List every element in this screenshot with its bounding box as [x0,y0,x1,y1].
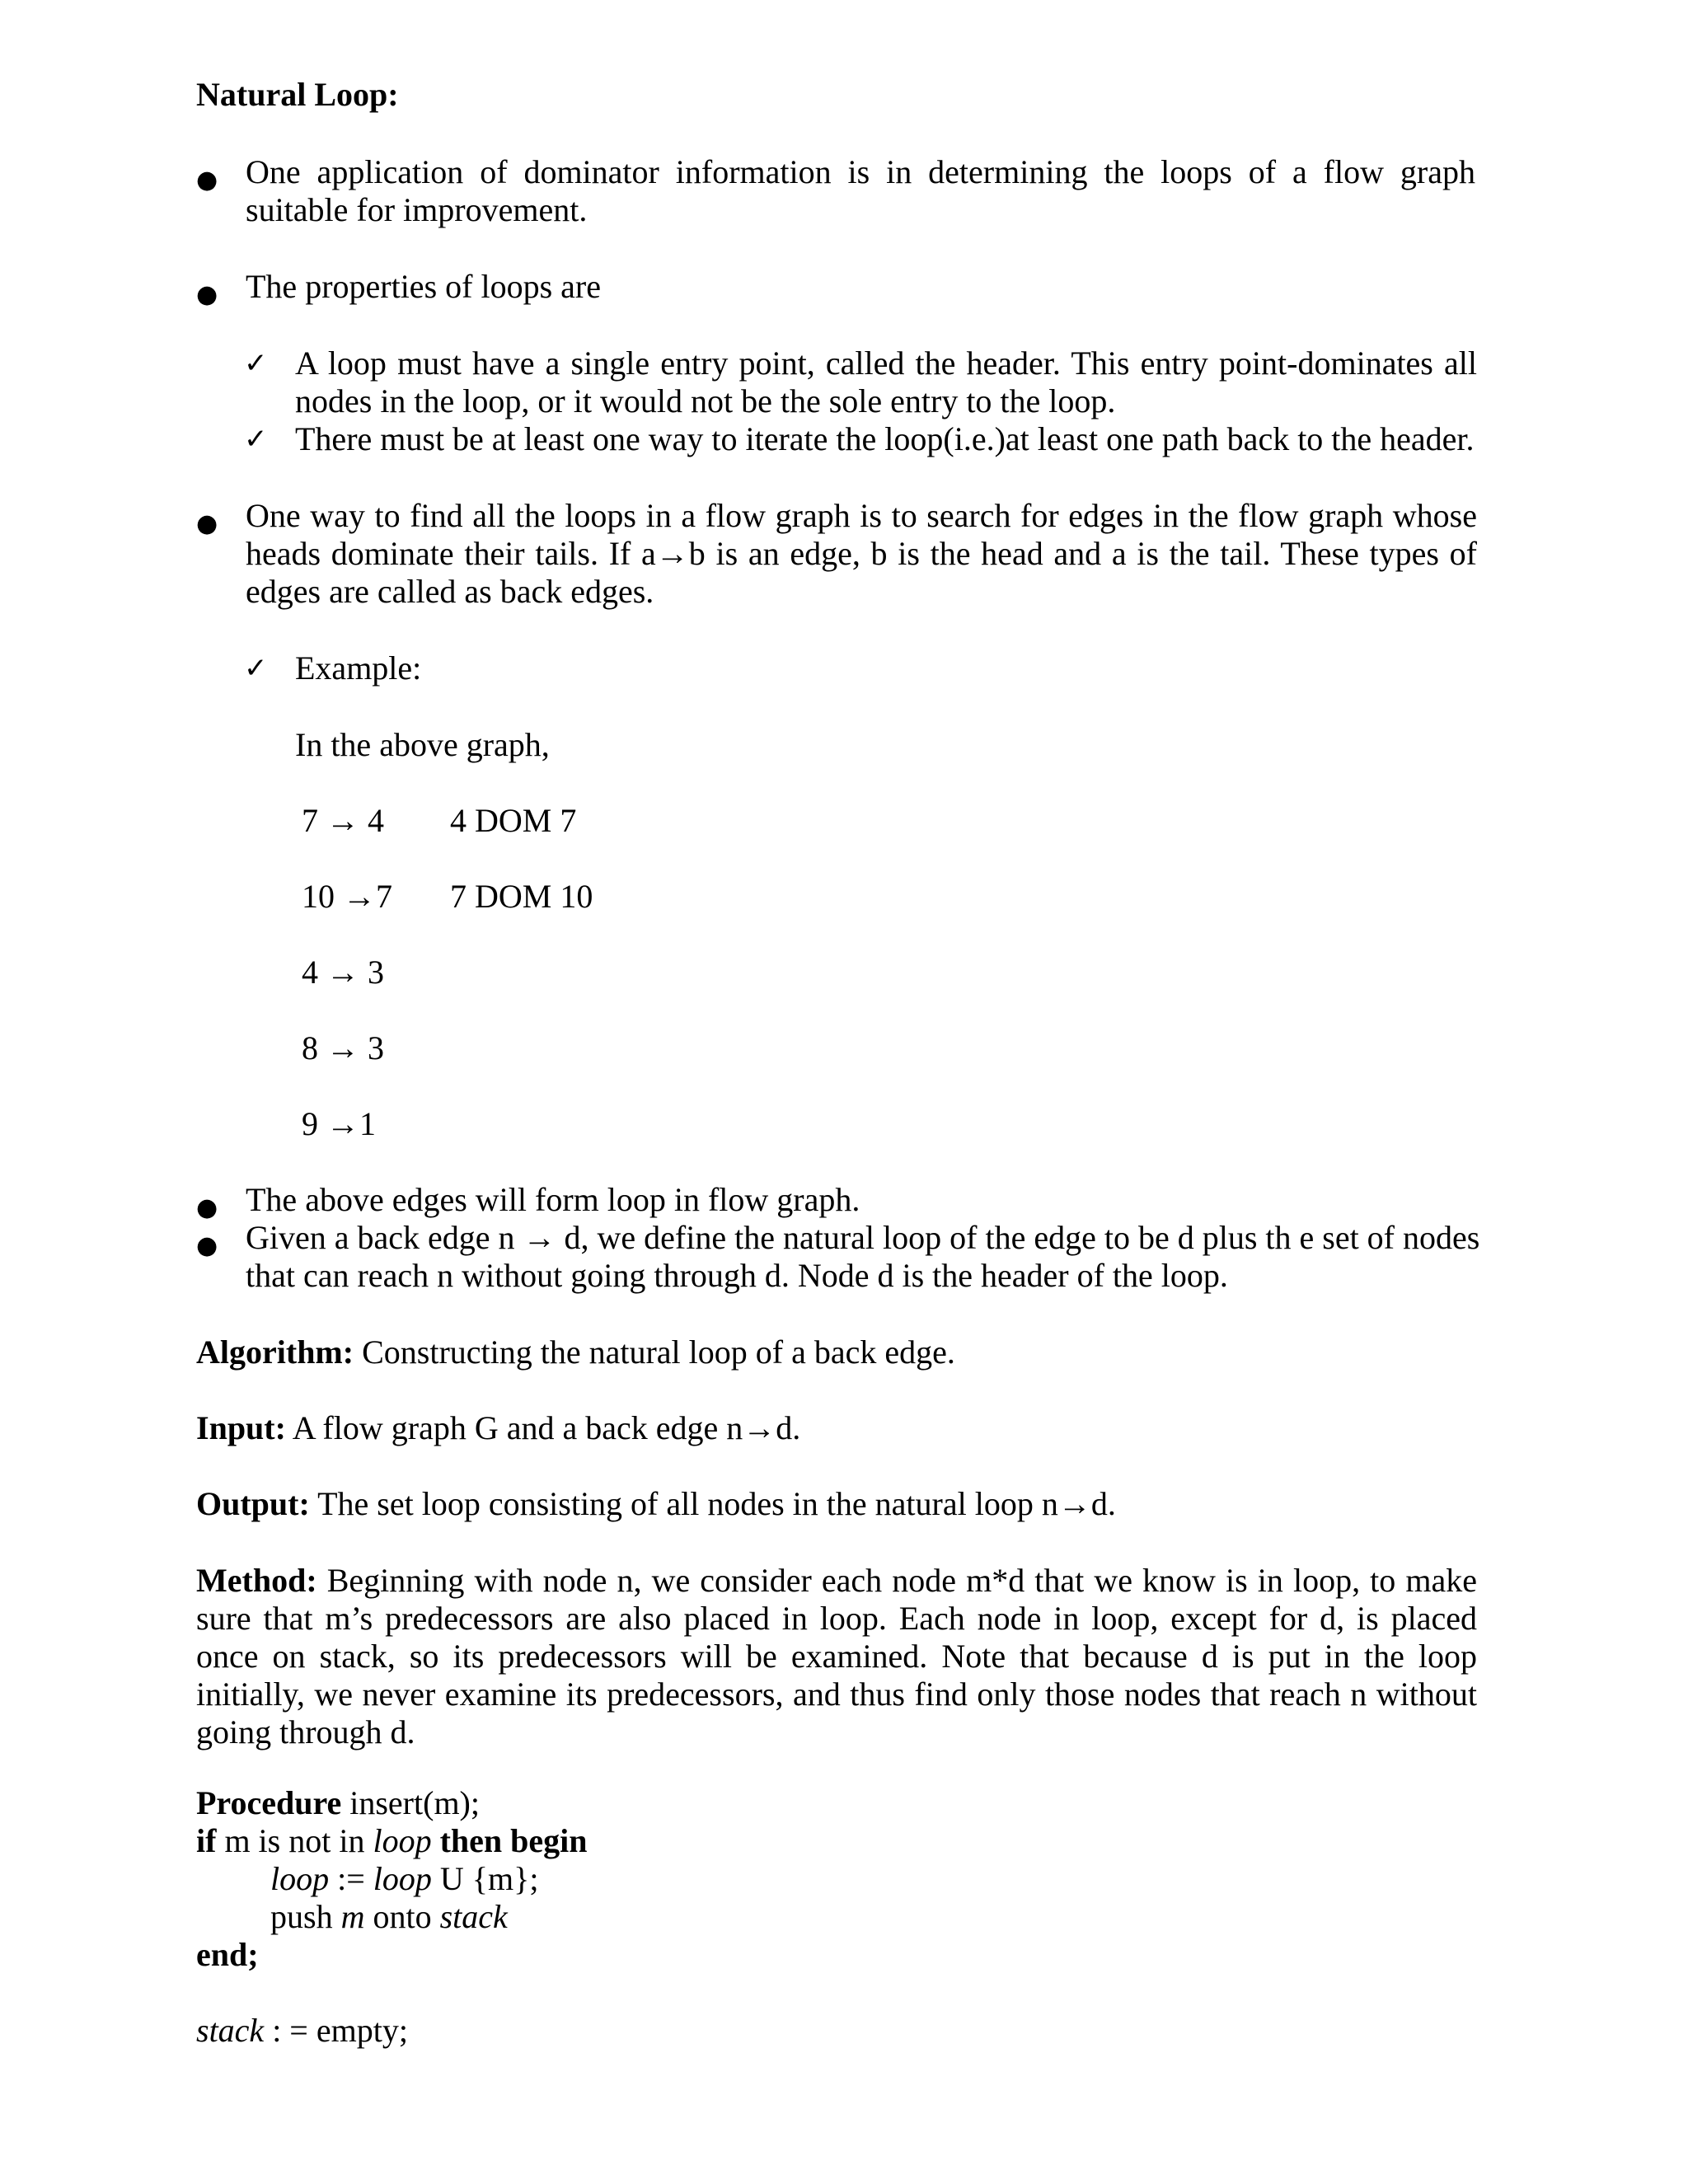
code-var: stack [196,2012,265,2049]
code-line-4 [270,1898,508,1936]
algorithm-line [196,1333,955,1371]
algorithm-text: Constructing the natural loop of a back edge. [354,1333,955,1371]
input-line [196,1409,800,1447]
output-text: The set loop consisting of all nodes in the natural loop n→d. [309,1485,1116,1522]
bullet-marker: ● [196,280,218,309]
edge-item: 8 → 3 [302,1029,384,1066]
check-icon: ✓ [244,652,268,685]
edge-item: 10 →7 [302,878,392,915]
bullet-2-text: The properties of loops are [246,268,601,305]
dom-item: 7 DOM 10 [450,878,593,915]
check-item-2: There must be at least one way to iterate the loop(i.e.)at least one path back to the header. [295,420,1475,457]
code-text: push [270,1898,341,1935]
method-text: Beginning with node n, we consider each node m*d that we know is in loop, to make sure that m’s predecessors are also placed in loop. Each node in loop, except for d, is placed once on stack, so its predecessors will be examined. Note that because d is put in the loop initially, we never examine its predecessors, and thus find only those nodes that reach n without going through d. [196,1562,1477,1750]
code-text: : = empty; [264,2012,408,2049]
bullet-5-text: Given a back edge n → d, we define the natural loop of the edge to be d plus th e set of nodes that can reach n without going through d. Node d is the header of the loop. [246,1219,1480,1294]
bullet-4-text: The above edges will form loop in flow graph. [246,1181,860,1218]
example-label: Example: [295,649,422,687]
code-line-2 [196,1822,588,1860]
code-text: m is not in [216,1822,373,1859]
code-var: loop [373,1860,432,1897]
code-line-5: end; [196,1936,259,1973]
output-label: Output: [196,1485,310,1522]
code-var: stack [439,1898,508,1935]
code-text: onto [364,1898,440,1935]
code-var: loop [373,1822,432,1859]
keyword: then begin [431,1822,588,1859]
dom-item: 4 DOM 7 [450,802,577,839]
code-text: U {m}; [431,1860,539,1897]
code-text: insert(m); [341,1784,480,1821]
bullet-marker: ● [196,166,218,194]
keyword: Procedure [196,1784,342,1821]
code-var: m [340,1898,365,1935]
algorithm-label: Algorithm: [196,1333,354,1371]
code-line-6 [196,2012,408,2050]
edge-item: 4 → 3 [302,954,384,991]
edge-item: 9 →1 [302,1105,376,1142]
bullet-1-text: One application of dominator information is in determining the loops of a flow graph suitable for improvement. [246,153,1475,228]
bullet-marker: ● [196,509,218,538]
keyword: if [196,1822,217,1859]
code-var: loop [270,1860,330,1897]
input-text: A flow graph G and a back edge n→d. [285,1409,801,1446]
input-label: Input: [196,1409,286,1446]
edge-item: 7 → 4 [302,802,384,839]
check-item-1: A loop must have a single entry point, called the header. This entry point-dominates all nodes in the loop, or it would not be the sole entry to the loop. [295,344,1477,419]
bullet-3-text: One way to find all the loops in a flow graph is to search for edges in the flow graph whose heads dominate their tails. If a→b is an edge, b is the head and a is the tail. These types of edges are called as back edges. [246,497,1477,610]
section-title: Natural Loop: [196,76,399,113]
code-line-1 [196,1784,480,1822]
output-line [196,1485,1116,1523]
example-intro: In the above graph, [295,726,550,763]
code-text: := [329,1860,373,1897]
bullet-marker: ● [196,1231,218,1260]
code-line-3 [270,1860,538,1898]
method-paragraph [196,1562,1477,1751]
bullet-marker: ● [196,1193,218,1222]
method-label: Method: [196,1562,317,1599]
check-icon: ✓ [244,347,268,380]
check-icon: ✓ [244,423,268,456]
